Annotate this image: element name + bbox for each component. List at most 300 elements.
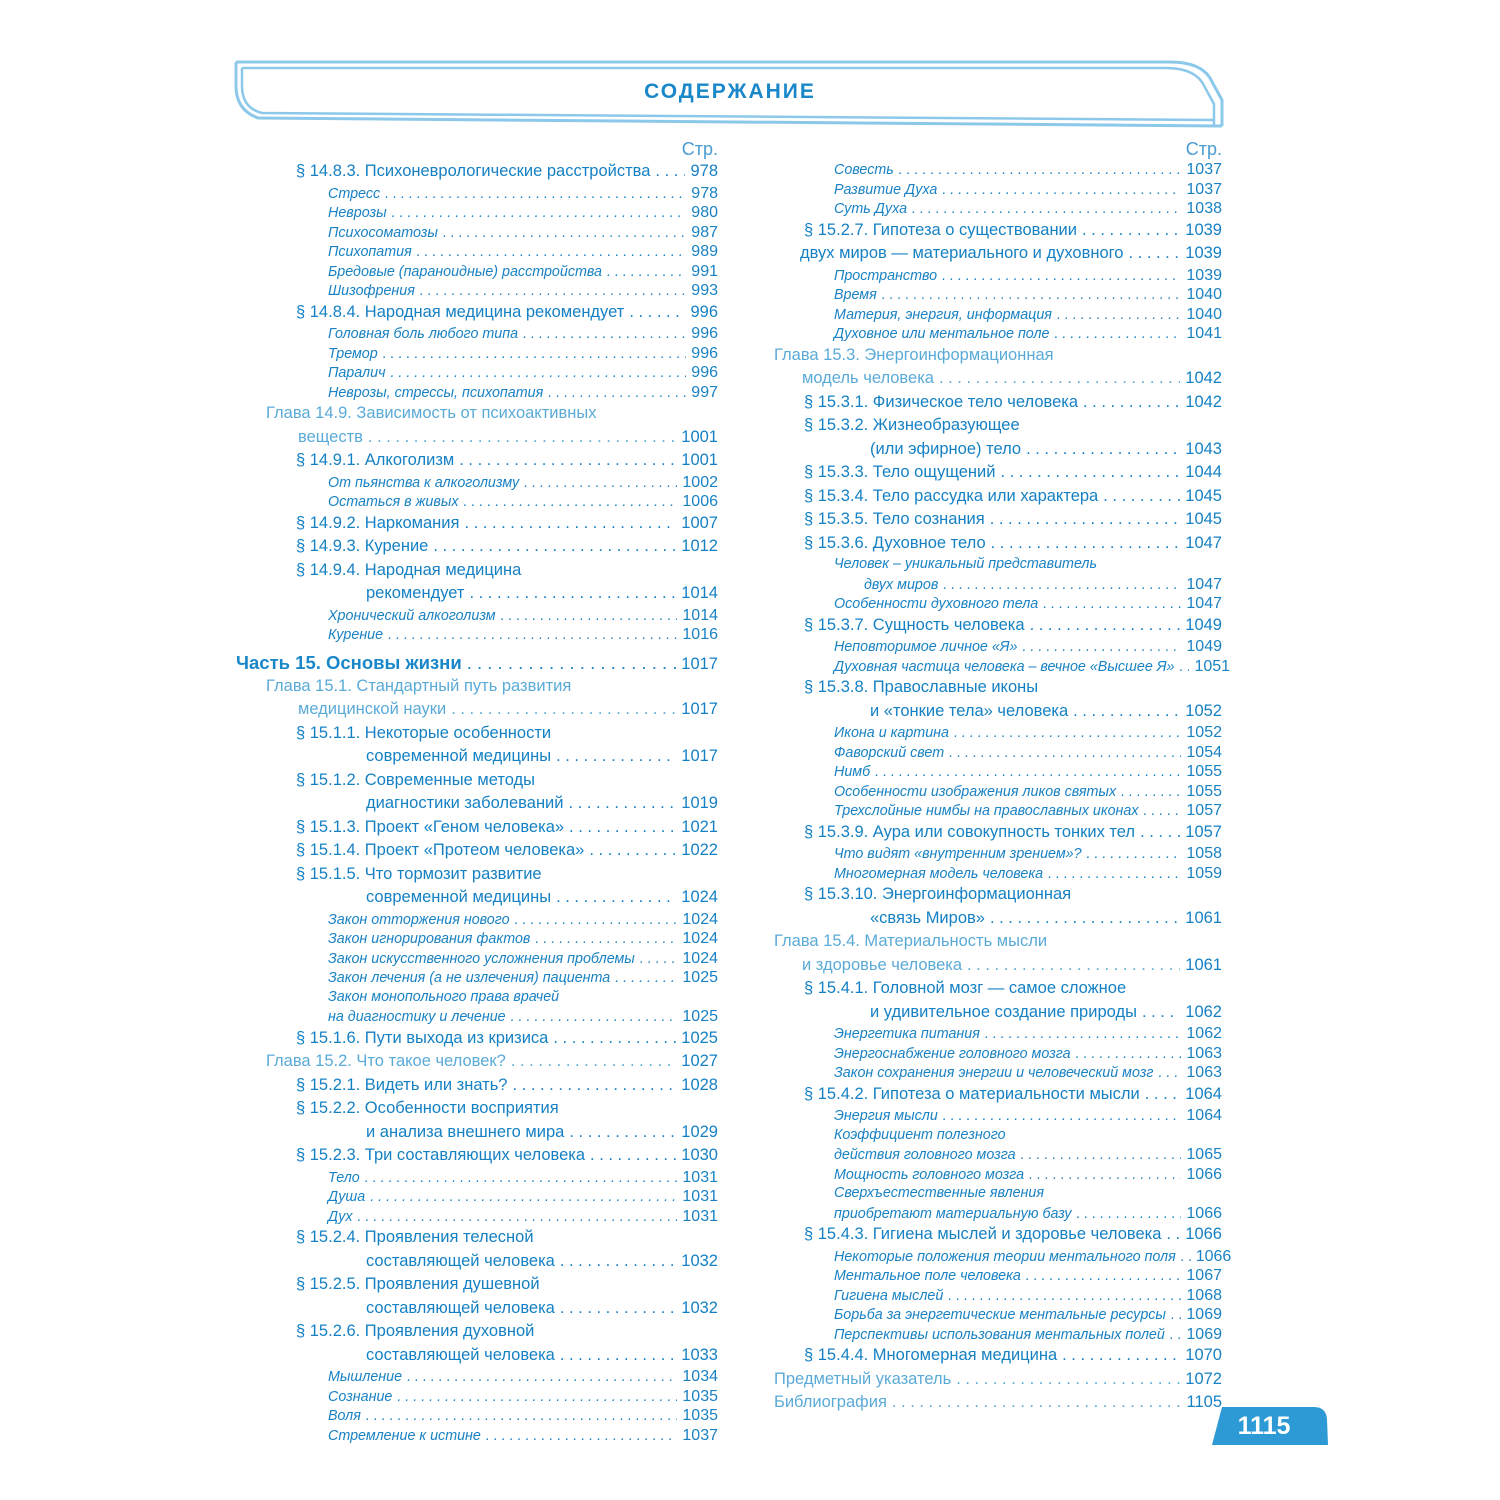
toc-entry-page: 1019 bbox=[681, 794, 718, 812]
toc-entry-page: 1052 bbox=[1185, 701, 1222, 720]
toc-entry-page: 1032 bbox=[681, 1251, 718, 1270]
toc-entry-page: 1028 bbox=[681, 1075, 718, 1094]
dot-leader bbox=[1000, 461, 1180, 485]
toc-entry-title: Коэффициент полезного bbox=[834, 1126, 1006, 1143]
toc-entry-page: 996 bbox=[690, 302, 718, 321]
toc-entry bbox=[228, 1097, 718, 1121]
dot-leader bbox=[1048, 865, 1181, 885]
toc-entry bbox=[228, 1121, 718, 1145]
toc-entry bbox=[228, 559, 718, 583]
toc-entry-title: модель человека bbox=[802, 369, 934, 387]
toc-entry-page: 1030 bbox=[681, 1146, 718, 1164]
toc-entry-title: От пьянства к алкоголизму bbox=[328, 474, 520, 491]
toc-column-left bbox=[228, 138, 718, 1445]
toc-entry-title: Энергоснабжение головного мозга bbox=[834, 1045, 1071, 1062]
dot-leader bbox=[368, 426, 676, 450]
toc-entry-title: и здоровье человека bbox=[802, 955, 963, 974]
toc-entry-title: § 15.2.2. Особенности восприятия bbox=[296, 1099, 559, 1117]
toc-entry bbox=[770, 344, 1222, 368]
dot-leader bbox=[956, 1368, 1180, 1392]
toc-entry-page: 1069 bbox=[1186, 1306, 1222, 1323]
toc-entry bbox=[770, 1305, 1222, 1325]
toc-entry-title: Закон лечения (а не излечения) пациента bbox=[328, 970, 611, 986]
toc-entry bbox=[770, 743, 1222, 763]
toc-entry bbox=[228, 1344, 718, 1368]
toc-entry bbox=[228, 910, 718, 930]
toc-entry-page: 1070 bbox=[1185, 1346, 1222, 1364]
dot-leader bbox=[899, 161, 1182, 181]
toc-entry-title: § 15.3.7. Сущность человека bbox=[804, 615, 1025, 634]
toc-entry-page: 1063 bbox=[1186, 1044, 1222, 1062]
toc-entry bbox=[770, 1106, 1222, 1126]
toc-entry bbox=[770, 1044, 1222, 1064]
dot-leader bbox=[655, 160, 685, 184]
toc-entry-page: 1066 bbox=[1186, 1204, 1222, 1222]
toc-entry bbox=[228, 722, 718, 746]
toc-entry-page: 1047 bbox=[1186, 575, 1222, 593]
page-title: СОДЕРЖАНИЕ bbox=[644, 80, 816, 103]
toc-entry bbox=[228, 792, 718, 816]
toc-entry bbox=[228, 582, 718, 606]
toc-entry bbox=[770, 305, 1222, 325]
toc-entry bbox=[228, 949, 718, 969]
toc-entry bbox=[770, 575, 1222, 595]
toc-entry-title: двух миров — материального и духовного bbox=[800, 244, 1124, 262]
toc-entry-page: 1066 bbox=[1186, 1165, 1222, 1183]
toc-entry-title: Курение bbox=[328, 627, 384, 643]
toc-entry-title: Некоторые положения теории ментального поля bbox=[834, 1248, 1176, 1265]
toc-entry-title: составляющей человека bbox=[366, 1345, 555, 1364]
toc-entry-title: «связь Миров» bbox=[870, 908, 985, 927]
toc-entry-title: Трехслойные нимбы на православных иконах bbox=[834, 803, 1139, 819]
toc-entry bbox=[228, 160, 718, 184]
toc-entry bbox=[770, 1001, 1222, 1025]
dot-leader bbox=[459, 449, 676, 473]
toc-entry bbox=[770, 438, 1222, 462]
toc-entry-page: 1037 bbox=[1186, 161, 1222, 178]
toc-entry-page: 1024 bbox=[682, 910, 718, 928]
dot-leader bbox=[501, 607, 678, 627]
toc-entry bbox=[770, 1325, 1222, 1345]
toc-entry bbox=[770, 954, 1222, 978]
toc-entry-title: Паралич bbox=[328, 365, 386, 381]
toc-entry-title: Тремор bbox=[328, 345, 378, 362]
dot-leader bbox=[990, 907, 1180, 931]
toc-entry-page: 1037 bbox=[682, 1426, 718, 1444]
toc-entry-title: § 14.9.4. Народная медицина bbox=[296, 560, 522, 579]
toc-entry-title: Душа bbox=[328, 1189, 366, 1205]
toc-entry-title: § 15.3.6. Духовное тело bbox=[804, 533, 986, 552]
dot-leader bbox=[967, 954, 1180, 978]
toc-entry-title: § 15.1.6. Пути выхода из кризиса bbox=[296, 1028, 549, 1047]
toc-entry-title: двух миров bbox=[864, 576, 939, 593]
toc-entry-title: Ментальное поле человека bbox=[834, 1268, 1021, 1284]
toc-entry-title: Часть 15. Основы жизни bbox=[236, 651, 462, 673]
toc-entry-title: § 14.9.1. Алкоголизм bbox=[296, 451, 455, 469]
toc-entry bbox=[770, 614, 1222, 638]
dot-leader bbox=[569, 816, 676, 840]
dot-leader bbox=[1181, 1248, 1191, 1268]
toc-entry bbox=[228, 344, 718, 364]
toc-entry-title: Совесть bbox=[834, 162, 894, 178]
dot-leader bbox=[556, 886, 676, 910]
dot-leader bbox=[511, 1008, 678, 1028]
toc-entry-title: Психосоматозы bbox=[328, 224, 438, 241]
toc-entry-page: 1031 bbox=[682, 1168, 718, 1186]
toc-entry-title: приобретают материальную базу bbox=[834, 1205, 1072, 1222]
toc-entry-title: Человек – уникальный представитель bbox=[834, 556, 1098, 572]
toc-entry bbox=[228, 1187, 718, 1207]
toc-entry-page: 991 bbox=[691, 262, 718, 280]
toc-entry bbox=[770, 508, 1222, 532]
toc-entry-title: § 15.1.4. Проект «Протеом человека» bbox=[296, 841, 585, 859]
dot-leader bbox=[511, 1050, 676, 1074]
toc-entry-page: 1049 bbox=[1185, 615, 1222, 634]
toc-entry bbox=[770, 242, 1222, 266]
dot-leader bbox=[1170, 1326, 1182, 1346]
dot-leader bbox=[556, 745, 676, 769]
toc-entry-page: 978 bbox=[691, 184, 718, 202]
toc-entry-title: § 15.4.1. Головной мозг — самое сложное bbox=[804, 979, 1127, 997]
dot-leader bbox=[407, 1368, 677, 1388]
dot-leader bbox=[392, 204, 687, 224]
toc-entry bbox=[228, 262, 718, 282]
toc-entry bbox=[228, 745, 718, 769]
toc-entry-page: 978 bbox=[690, 162, 718, 180]
toc-entry-title: Глава 14.9. Зависимость от психоактивных bbox=[266, 404, 597, 422]
dot-leader bbox=[942, 267, 1181, 287]
toc-entry-title: Пространство bbox=[834, 267, 938, 284]
toc-entry bbox=[228, 535, 718, 559]
toc-entry-title: Шизофрения bbox=[328, 283, 415, 299]
dot-leader bbox=[560, 1297, 676, 1321]
toc-entry-title: § 15.2.4. Проявления телесной bbox=[296, 1228, 534, 1246]
toc-entry bbox=[770, 700, 1222, 724]
dot-leader bbox=[451, 698, 676, 722]
toc-entry-page: 1039 bbox=[1185, 244, 1222, 262]
dot-leader bbox=[1179, 658, 1189, 678]
toc-entry-page: 1055 bbox=[1186, 763, 1222, 780]
dot-leader bbox=[640, 950, 678, 970]
toc-entry bbox=[228, 675, 718, 699]
toc-entry bbox=[770, 266, 1222, 286]
dot-leader bbox=[1082, 219, 1180, 243]
toc-entry-page: 1072 bbox=[1185, 1369, 1222, 1388]
toc-entry-page: 1031 bbox=[682, 1207, 718, 1225]
toc-entry bbox=[770, 555, 1222, 575]
toc-entry bbox=[228, 886, 718, 910]
toc-entry bbox=[770, 199, 1222, 219]
dot-leader bbox=[420, 282, 686, 302]
toc-entry bbox=[228, 1144, 718, 1168]
toc-entry-title: Бредовые (параноидные) расстройства bbox=[328, 263, 602, 280]
toc-entry-page: 1029 bbox=[681, 1122, 718, 1141]
toc-entry-page: 1064 bbox=[1186, 1107, 1222, 1124]
toc-entry-title: Головная боль любого типа bbox=[328, 326, 519, 342]
toc-entry bbox=[770, 367, 1222, 391]
toc-entry-title: Перспективы использования ментальных полей bbox=[834, 1326, 1165, 1343]
toc-entry-page: 987 bbox=[691, 223, 718, 241]
toc-entry bbox=[228, 606, 718, 626]
toc-entry-page: 1065 bbox=[1186, 1146, 1222, 1163]
toc-entry-title: Закон искусственного усложнения проблемы bbox=[328, 950, 635, 967]
toc-entry-title: Закон монопольного права врачей bbox=[328, 988, 560, 1005]
toc-entry bbox=[228, 1297, 718, 1321]
toc-entry bbox=[770, 1286, 1222, 1306]
toc-entry-page: 1014 bbox=[682, 606, 718, 624]
toc-entry-page: 1040 bbox=[1186, 305, 1222, 323]
dot-leader bbox=[990, 508, 1181, 532]
toc-entry-title: Психопатия bbox=[328, 244, 412, 260]
toc-entry-page: 1035 bbox=[682, 1387, 718, 1405]
toc-entry-title: диагностики заболеваний bbox=[366, 794, 564, 812]
dot-leader bbox=[1087, 845, 1182, 865]
toc-entry-title: Библиография bbox=[774, 1393, 887, 1411]
dot-leader bbox=[1057, 306, 1181, 326]
toc-entry-title: Остаться в живых bbox=[328, 494, 459, 510]
dot-leader bbox=[1026, 1267, 1182, 1287]
toc-entry bbox=[228, 1007, 718, 1027]
toc-entry-title: § 15.3.4. Тело рассудка или характера bbox=[804, 486, 1099, 505]
toc-entry bbox=[770, 1165, 1222, 1185]
toc-entry-title: § 14.9.2. Наркомания bbox=[296, 513, 460, 532]
toc-entry-title: Фаворский свет bbox=[834, 744, 945, 761]
toc-entry-title: § 15.4.2. Гипотеза о материальности мысли bbox=[804, 1084, 1140, 1103]
toc-entry-page: 1017 bbox=[681, 747, 718, 765]
dot-leader bbox=[469, 582, 676, 606]
toc-entry bbox=[770, 723, 1222, 743]
toc-entry-page: 1047 bbox=[1185, 533, 1222, 552]
page-column-label: Стр. bbox=[1185, 139, 1222, 159]
toc-entry-title: Глава 15.2. Что такое человек? bbox=[266, 1052, 506, 1070]
toc-entry bbox=[770, 461, 1222, 485]
dot-leader bbox=[523, 325, 686, 345]
toc-entry-page: 1035 bbox=[682, 1407, 718, 1424]
dot-leader bbox=[607, 263, 686, 283]
toc-entry bbox=[228, 449, 718, 473]
toc-entry bbox=[770, 657, 1231, 677]
toc-entry-page: 980 bbox=[691, 204, 718, 221]
toc-entry-page: 1057 bbox=[1186, 802, 1222, 819]
toc-entry bbox=[228, 651, 718, 675]
dot-leader bbox=[443, 224, 686, 244]
toc-entry-title: Воля bbox=[328, 1408, 361, 1424]
toc-entry-title: составляющей человека bbox=[366, 1251, 555, 1270]
page-number: 1115 bbox=[1237, 1412, 1291, 1440]
toc-entry-title: § 15.3.9. Аура или совокупность тонких тел bbox=[804, 822, 1136, 841]
dot-leader bbox=[358, 1208, 678, 1228]
toc-entry bbox=[228, 184, 718, 204]
toc-entry bbox=[770, 676, 1222, 700]
toc-entry-page: 1001 bbox=[681, 427, 718, 446]
toc-entry bbox=[228, 839, 718, 863]
toc-entry-page: 1063 bbox=[1186, 1064, 1222, 1081]
toc-entry-title: Энергия мысли bbox=[834, 1108, 938, 1124]
dot-leader bbox=[464, 512, 676, 536]
dot-leader bbox=[388, 626, 677, 646]
toc-entry bbox=[228, 1074, 718, 1098]
toc-entry bbox=[770, 485, 1222, 509]
toc-entry bbox=[770, 160, 1222, 180]
toc-entry-title: Стремление к истине bbox=[328, 1427, 481, 1444]
dot-leader bbox=[991, 532, 1181, 556]
toc-entry-title: Энергетика питания bbox=[834, 1026, 980, 1042]
toc-entry-page: 997 bbox=[691, 383, 718, 401]
dot-leader bbox=[948, 1287, 1181, 1307]
toc-entry-title: § 15.4.3. Гигиена мыслей и здоровье человека bbox=[804, 1225, 1162, 1243]
toc-entry-title: § 15.2.1. Видеть или знать? bbox=[296, 1075, 508, 1094]
toc-entry bbox=[228, 301, 718, 325]
toc-entry-title: Дух bbox=[328, 1208, 353, 1225]
toc-entry-page: 1062 bbox=[1186, 1025, 1222, 1042]
toc-entry-title: Духовное или ментальное поле bbox=[834, 326, 1050, 342]
toc-entry-page: 1024 bbox=[682, 949, 718, 967]
dot-leader bbox=[1076, 1045, 1182, 1065]
toc-entry-page: 989 bbox=[691, 243, 718, 260]
dot-leader bbox=[1142, 1001, 1180, 1025]
toc-entry-title: Предметный указатель bbox=[774, 1369, 952, 1388]
toc-entry-page: 1049 bbox=[1186, 638, 1222, 655]
toc-entry-title: веществ bbox=[298, 427, 363, 446]
toc-entry-title: Сверхъестественные явления bbox=[834, 1185, 1044, 1201]
toc-entry-title: Мощность головного мозга bbox=[834, 1166, 1025, 1183]
dot-leader bbox=[433, 535, 676, 559]
toc-entry-title: § 15.1.5. Что тормозит развитие bbox=[296, 864, 542, 883]
toc-entry-title: § 15.3.1. Физическое тело человека bbox=[804, 392, 1079, 411]
toc-entry-page: 1006 bbox=[682, 493, 718, 510]
dot-leader bbox=[1026, 438, 1180, 462]
dot-leader bbox=[1103, 485, 1180, 509]
toc-entry-title: Борьба за энергетические ментальные ресурсы bbox=[834, 1307, 1166, 1323]
dot-leader bbox=[467, 651, 677, 675]
dot-leader bbox=[1166, 1223, 1180, 1247]
dot-leader bbox=[390, 364, 686, 384]
dot-leader bbox=[385, 185, 686, 205]
toc-entry-page: 1024 bbox=[682, 930, 718, 947]
toc-entry-title: Материя, энергия, информация bbox=[834, 306, 1052, 323]
dot-leader bbox=[1073, 700, 1180, 724]
toc-entry bbox=[228, 1027, 718, 1051]
toc-entry-title: § 14.8.3. Психоневрологические расстройства bbox=[296, 162, 651, 180]
dot-leader bbox=[949, 744, 1181, 764]
toc-entry-page: 1016 bbox=[682, 626, 718, 643]
dot-leader bbox=[954, 724, 1181, 744]
dot-leader bbox=[892, 1391, 1182, 1415]
toc-entry-page: 1007 bbox=[681, 513, 718, 532]
toc-entry-title: Закон игнорирования фактов bbox=[328, 931, 531, 947]
dot-leader bbox=[560, 1344, 676, 1368]
toc-entry-title: Икона и картина bbox=[834, 725, 949, 741]
toc-entry bbox=[770, 907, 1222, 931]
dot-leader bbox=[875, 763, 1181, 783]
toc-column-right bbox=[770, 138, 1232, 1415]
toc-entry bbox=[228, 769, 718, 793]
toc-entry bbox=[770, 1145, 1222, 1165]
toc-entry bbox=[770, 782, 1222, 802]
toc-entry-page: 1025 bbox=[682, 1008, 718, 1025]
toc-entry bbox=[770, 762, 1222, 782]
toc-entry-page: 996 bbox=[691, 325, 718, 342]
toc-entry bbox=[228, 929, 718, 949]
toc-entry bbox=[228, 988, 718, 1008]
toc-entry bbox=[770, 801, 1222, 821]
toc-entry bbox=[228, 1050, 718, 1074]
toc-entry-page: 1068 bbox=[1186, 1286, 1222, 1304]
toc-entry bbox=[770, 930, 1222, 954]
toc-entry bbox=[770, 821, 1222, 845]
toc-entry-page: 1034 bbox=[682, 1368, 718, 1385]
toc-entry bbox=[228, 402, 718, 426]
toc-entry-page: 1051 bbox=[1194, 657, 1231, 675]
toc-entry-page: 1069 bbox=[1186, 1325, 1222, 1343]
toc-entry-title: Особенности изображения ликов святых bbox=[834, 783, 1117, 800]
toc-entry bbox=[228, 1207, 718, 1227]
toc-entry-page: 1017 bbox=[681, 654, 718, 673]
dot-leader bbox=[939, 367, 1180, 391]
toc-entry-title: § 15.3.8. Православные иконы bbox=[804, 678, 1039, 696]
toc-entry-page: 1025 bbox=[681, 1028, 718, 1047]
toc-entry bbox=[770, 391, 1222, 415]
toc-entry-page: 1059 bbox=[1186, 864, 1222, 882]
toc-entry-title: Хронический алкоголизм bbox=[328, 607, 496, 624]
toc-entry-title: Неврозы, стрессы, психопатия bbox=[328, 384, 544, 401]
toc-entry bbox=[770, 1247, 1232, 1267]
toc-entry-page: 1066 bbox=[1185, 1225, 1222, 1243]
toc-entry bbox=[228, 816, 718, 840]
toc-entry bbox=[228, 1250, 718, 1274]
toc-entry-title: § 15.2.7. Гипотеза о существовании bbox=[804, 220, 1077, 239]
toc-entry-title: § 15.1.2. Современные методы bbox=[296, 770, 536, 789]
toc-entry bbox=[228, 512, 718, 536]
dot-leader bbox=[1140, 821, 1180, 845]
toc-entry-page: 1055 bbox=[1186, 782, 1222, 800]
toc-entry-page: 1040 bbox=[1186, 286, 1222, 303]
toc-entry bbox=[770, 637, 1222, 657]
dot-leader bbox=[560, 1250, 676, 1274]
toc-entry bbox=[770, 219, 1222, 243]
toc-entry bbox=[228, 426, 718, 450]
toc-entry-title: § 15.2.6. Проявления духовной bbox=[296, 1322, 535, 1340]
dot-leader bbox=[535, 930, 677, 950]
dot-leader bbox=[524, 474, 677, 494]
toc-entry-title: § 15.1.3. Проект «Геном человека» bbox=[296, 817, 565, 836]
toc-entry bbox=[770, 532, 1222, 556]
toc-entry-page: 1057 bbox=[1185, 822, 1222, 841]
toc-entry bbox=[770, 1184, 1222, 1204]
toc-entry-page: 1062 bbox=[1185, 1002, 1222, 1021]
toc-entry-page: 1037 bbox=[1186, 180, 1222, 198]
toc-entry bbox=[770, 414, 1222, 438]
toc-entry-title: Развитие Духа bbox=[834, 181, 938, 198]
toc-entry-page: 996 bbox=[691, 364, 718, 381]
toc-entries bbox=[228, 160, 718, 1445]
dot-leader bbox=[1144, 802, 1182, 822]
dot-leader bbox=[515, 911, 678, 931]
dot-leader bbox=[590, 1144, 676, 1168]
toc-entry-page: 1045 bbox=[1185, 510, 1222, 528]
toc-entry-page: 1027 bbox=[681, 1052, 718, 1070]
toc-entry-page: 1014 bbox=[681, 584, 718, 602]
toc-entry-title: Закон сохранения энергии и человеческий мозг bbox=[834, 1065, 1154, 1081]
toc-entry-page: 1043 bbox=[1185, 439, 1222, 458]
dot-leader bbox=[943, 576, 1181, 596]
toc-entry-page: 1038 bbox=[1186, 200, 1222, 217]
toc-entry bbox=[228, 1426, 718, 1446]
toc-entry-title: § 15.3.2. Жизнеобразующее bbox=[804, 416, 1020, 434]
dot-leader bbox=[1062, 1344, 1180, 1368]
toc-entry-page: 1045 bbox=[1185, 486, 1222, 505]
toc-entry-title: Глава 15.1. Стандартный путь развития bbox=[266, 676, 572, 695]
